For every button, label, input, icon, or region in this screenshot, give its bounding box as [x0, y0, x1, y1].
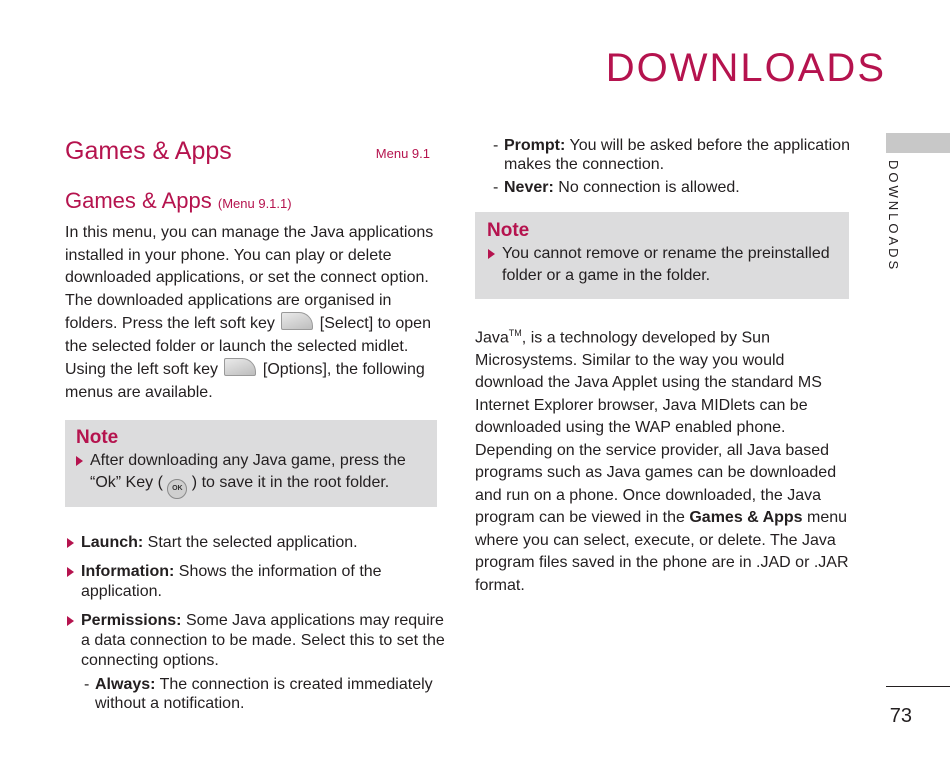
- side-tab-marker: [886, 133, 950, 153]
- bullet-text: Shows the information of the application.: [81, 563, 382, 600]
- subsection-menu-number: (Menu 9.1.1): [217, 196, 292, 211]
- intro-text-1: In this menu, you can manage the Java applications installed in your phone. You can play or delete downloaded applications, or set the connect option. The downloaded applications are organised in folders. Press the left soft key: [65, 224, 434, 332]
- side-tab: [886, 160, 906, 280]
- subsection-title: [65, 187, 292, 218]
- java-text-2: menu where you can select, execute, or delete. The Java program files saved in the phone are in .JAD or .JAR format.: [475, 509, 849, 594]
- note-text: [488, 243, 852, 287]
- option-text: The connection is created immediately without a notification.: [95, 676, 433, 712]
- triangle-bullet-icon: [488, 249, 495, 259]
- triangle-bullet-icon: [67, 616, 74, 626]
- option-label: Never:: [504, 179, 554, 196]
- option-text: You will be asked before the application makes the connection.: [504, 137, 850, 173]
- option-text: No connection is allowed.: [558, 179, 740, 196]
- dash-marker: -: [493, 179, 499, 196]
- subsection-title-text: Games & Apps: [65, 188, 212, 213]
- bullet-label: Permissions:: [81, 612, 182, 629]
- note-box: [475, 212, 849, 299]
- option-never: [493, 178, 864, 197]
- java-word: Java: [475, 329, 509, 347]
- triangle-bullet-icon: [67, 538, 74, 548]
- bullet-label: Information:: [81, 563, 175, 580]
- bullet-information: [67, 562, 451, 602]
- bullet-launch: [67, 533, 451, 553]
- bullet-label: Launch:: [81, 534, 144, 551]
- note-title: Note: [76, 427, 119, 448]
- section-menu-number: Menu 9.1: [375, 146, 430, 161]
- intro-paragraph: [65, 222, 437, 404]
- footer-divider: [886, 686, 950, 687]
- option-label: Always:: [95, 676, 156, 693]
- bullet-permissions: [67, 611, 451, 671]
- left-soft-key-icon: [281, 312, 313, 330]
- dash-marker: -: [84, 676, 90, 693]
- page-number: 73: [889, 705, 912, 727]
- note-title: Note: [487, 220, 530, 241]
- intro-text-2: [Select] to open the selected folder or launch the selected midlet. Using the left soft key: [65, 315, 431, 378]
- intro-text-3: [Options], the following menus are available.: [65, 361, 425, 401]
- page-header-title: DOWNLOADS: [605, 46, 886, 90]
- option-label: Prompt:: [504, 137, 566, 154]
- note-text-after: ) to save it in the root folder.: [191, 474, 390, 491]
- bullet-text: Start the selected application.: [147, 534, 358, 551]
- dash-marker: -: [493, 137, 499, 154]
- option-prompt: [493, 136, 864, 174]
- note-text: [76, 450, 440, 499]
- triangle-bullet-icon: [67, 567, 74, 577]
- triangle-bullet-icon: [76, 456, 83, 466]
- note-box: [65, 420, 437, 507]
- java-text-1: , is a technology developed by Sun Microsystems. Similar to the way you would download the Java Applet using the standard MS Internet Explorer browser, Java MIDlets can be downloaded using the WAP enabled phone. Depending on the service provider, all Java based programs such as Java games can be downloaded and run on a phone. Once downloaded, the Java program can be viewed in the: [475, 329, 837, 527]
- side-tab-label: DOWNLOADS: [886, 160, 901, 273]
- note-text-before: After downloading any Java game, press the “Ok” Key (: [90, 452, 406, 491]
- note-text-body: You cannot remove or rename the preinstalled folder or a game in the folder.: [502, 245, 830, 284]
- left-soft-key-icon: [224, 358, 256, 376]
- bullet-text: Some Java applications may require a data connection to be made. Select this to set the connecting options.: [81, 612, 445, 669]
- ok-key-icon: OK: [167, 479, 187, 499]
- java-bold-menu: Games & Apps: [689, 509, 803, 527]
- option-always: [84, 675, 445, 713]
- java-paragraph: [475, 322, 849, 597]
- section-title: Games & Apps: [65, 137, 232, 165]
- trademark-mark: TM: [508, 328, 522, 338]
